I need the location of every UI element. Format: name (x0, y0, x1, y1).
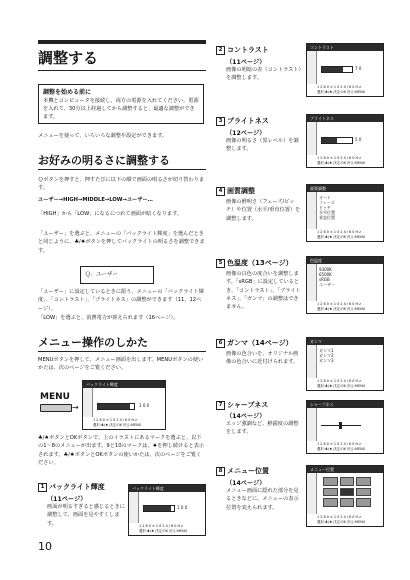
item-4-osd-option[interactable]: 垂直位置 (319, 215, 335, 220)
main-osd-header: バックライト輝度 (83, 381, 165, 388)
item-7-osd-slider-handle[interactable] (339, 422, 342, 429)
item-8-osd (306, 465, 384, 527)
item-4-osd-option[interactable]: フェーズ (319, 200, 335, 205)
menu-button-label: MENU (40, 392, 70, 402)
item-6-title (216, 338, 293, 348)
item-4-osd-icons (307, 192, 317, 229)
menu-section-p1: MENUボタンを押して、メニュー画面を出します。MENUボタンの使いかたは、次のページをご覧ください。 (38, 357, 204, 372)
item-6-number: 6 (216, 339, 225, 348)
position-cell[interactable] (323, 477, 338, 486)
intro-note-box (38, 84, 204, 124)
item-3-osd-controls: 選択:♣/♠ 決定:OK 戻る:MENU (317, 161, 366, 166)
item-5-osd-list (319, 267, 335, 287)
item-6-osd-option[interactable]: ガンマ2 (319, 353, 334, 358)
item-6-title-text: ガンマ (227, 339, 248, 347)
item-4-osd-header: 画質調整 (307, 185, 383, 192)
item-4-osd-option[interactable]: ピッチ (319, 205, 331, 210)
position-cell[interactable] (356, 488, 371, 497)
item-1-osd-footer (139, 524, 203, 534)
main-osd-value: 1 0 0 (139, 403, 150, 408)
menu-section-p2: ♣/♠ボタンとOKボタンで、上のイラストにあるマークを選ぶと、以下の1～8のメニューが出ます。9と10のマークは、♠を押し続けると表示されます。♣/♠ボタンとOKボタンの使いかたは、次のページをご覧ください。 (38, 435, 204, 466)
item-4-osd-footer (317, 230, 381, 240)
item-1-osd-bar (143, 505, 175, 512)
item-8-osd-icons (307, 473, 317, 514)
item-6-osd-icons (307, 345, 317, 378)
item-7-osd-icons (307, 408, 317, 441)
item-8-osd-resolution: 1 2 8 0 × 1 0 2 4 / 6 0 H z (317, 515, 361, 520)
item-5-page: （13ページ） (248, 259, 293, 267)
item-1-title (38, 482, 105, 492)
main-osd-resolution: 1 2 8 0 × 1 0 2 4 / 6 0 H z (93, 418, 137, 423)
item-3-osd-footer (317, 156, 381, 166)
item-5-title-text: 色温度 (227, 259, 248, 267)
item-5-osd (306, 256, 384, 314)
item-1-title-text: バックライト輝度 (49, 483, 105, 491)
item-5-osd-icons (307, 264, 317, 301)
brightness-display-text: Ｑ：ユーザー (85, 272, 119, 278)
item-2-number: 2 (216, 46, 225, 55)
item-5-osd-header: 色温度 (307, 257, 383, 264)
brightness-heading-rule (38, 169, 206, 170)
item-5-number: 5 (216, 259, 225, 268)
main-osd-icon-column (83, 388, 93, 417)
intro-note-heading: 調整を始める前に (43, 89, 92, 96)
item-1-page: （11ページ） (47, 496, 87, 503)
item-1-osd-icons (129, 492, 139, 523)
intro-text: メニューを使って、いろいろな調整や設定ができます。 (38, 133, 168, 139)
page-number: 10 (38, 540, 52, 553)
item-5-desc: 画像の白色の度合いを調整します。「sRGB」に設定しているとき、「コントラスト」、「ブライトネス」、「ガンマ」の調整はできません。 (226, 271, 301, 311)
item-4-osd-resolution: 1 2 8 0 × 1 0 2 4 / 6 0 H z (317, 230, 361, 235)
item-1-osd-resolution: 1 2 8 0 × 1 0 2 4 / 6 0 H z (139, 524, 183, 529)
position-cell[interactable] (340, 488, 355, 497)
item-7-number: 7 (216, 401, 225, 410)
item-1-osd (128, 484, 206, 536)
item-7-desc: エッジ強調など、鮮鋭度の調整をします。 (226, 421, 299, 436)
item-4-osd (306, 184, 384, 242)
item-3-osd-value: 5 0 (355, 137, 362, 142)
item-6-osd-controls: 選択:♣/♠ 決定:OK 戻る:MENU (317, 384, 366, 389)
item-3-osd (306, 114, 384, 168)
position-cell[interactable] (340, 498, 355, 507)
item-6-osd-option[interactable]: ガンマ1 (319, 348, 334, 353)
item-1-osd-value: 1 0 0 (177, 505, 188, 510)
item-6-desc: 画像の色合いを、オリジナル画像の色合いに近付けられます。 (226, 351, 299, 366)
item-7-title-text: シャープネス (227, 401, 269, 409)
item-2-page: （11ページ） (226, 59, 266, 66)
item-6-osd-option[interactable]: ガンマ3 (319, 358, 334, 363)
item-8-page: （14ページ） (226, 480, 266, 487)
main-menu-osd (82, 380, 166, 430)
item-5-osd-option[interactable]: 6500K (319, 272, 332, 277)
item-3-osd-bar (321, 137, 353, 144)
brightness-p4: 「ユーザー」に設定しているときに限り、メニューの「バックライト輝度」、「コントラスト」、「ブライトネス」の調整ができます（11、12ページ）。 (38, 289, 204, 312)
item-8-desc: メニュー画面に隠れた部分を見るときなどに、メニューの表示位置を変えられます。 (226, 488, 299, 511)
position-cell[interactable] (323, 498, 338, 507)
item-2-desc: 画像の明暗の差（コントラスト）を調整します。 (226, 67, 302, 82)
main-osd-bar (97, 403, 135, 410)
item-8-osd-position-grid (323, 477, 371, 507)
item-8-osd-header: メニュー位置 (307, 466, 383, 473)
main-osd-footer (93, 418, 163, 428)
brightness-display-box (80, 266, 154, 284)
item-5-osd-option[interactable]: ユーザー (319, 282, 335, 287)
item-7-osd-footer (317, 442, 381, 452)
item-6-osd-header: ガンマ (307, 338, 383, 345)
position-cell[interactable] (340, 477, 355, 486)
item-1-desc: 画面が明るすぎると感じるときに調整して、画面を見やすくします。 (47, 504, 125, 527)
position-cell[interactable] (323, 488, 338, 497)
title-rule (38, 70, 206, 71)
item-2-title (216, 45, 269, 55)
item-6-osd-resolution: 1 2 8 0 × 1 0 2 4 / 6 0 H z (317, 379, 361, 384)
brightness-heading: お好みの明るさに調整する (38, 154, 170, 167)
item-4-osd-option[interactable]: オート (319, 195, 331, 200)
item-1-osd-controls: 選択:♣/♠ 決定:OK 戻る:MENU (139, 529, 188, 534)
brightness-p5: 「LOW」を選ぶと、消費電力が抑えられます（16ページ）。 (38, 315, 179, 321)
item-3-osd-header: ブライトネス (307, 115, 383, 122)
item-4-title (216, 186, 255, 196)
brightness-p3: 「ユーザー」を選ぶと、メニューの「バックライト輝度」を選んだときと同じように、♣/♠ボタンを押してバックライトの明るさを調整できます。 (38, 231, 205, 254)
item-4-osd-list (319, 195, 335, 220)
item-2-osd-resolution: 1 2 8 0 × 1 0 2 4 / 6 0 H z (317, 85, 361, 90)
item-7-page: （14ページ） (226, 413, 266, 420)
item-7-title (216, 400, 268, 410)
item-8-number: 8 (216, 467, 225, 476)
item-2-title-text: コントラスト (227, 46, 269, 54)
item-2-osd-value: 7 0 (355, 66, 362, 71)
item-6-osd-list (319, 348, 334, 363)
item-3-title (216, 116, 269, 126)
arrow-right-icon: → (72, 403, 79, 412)
item-7-osd-resolution: 1 2 8 0 × 1 0 2 4 / 6 0 H z (317, 442, 361, 447)
main-osd-controls: 選択:♣/♠ 決定:OK 戻る:MENU (93, 423, 142, 428)
item-2-osd (306, 43, 384, 97)
menu-section-heading-rule (38, 351, 206, 352)
item-4-number: 4 (216, 187, 225, 196)
item-7-osd-header: シャープネス (307, 401, 383, 408)
intro-note-body: 本機とコンピュータを接続し、両方の電源を入れてください。電源を入れて、30分以上経過してから調整すると、最適な調整ができます。 (43, 98, 199, 120)
item-4-osd-controls: 選択:♣/♠ 決定:OK 戻る:MENU (317, 235, 366, 240)
item-8-title (216, 466, 269, 476)
item-3-number: 3 (216, 117, 225, 126)
item-5-osd-footer (317, 302, 381, 312)
item-8-osd-controls: 選択:♣/♠ 決定:OK 戻る:MENU (317, 520, 366, 525)
menu-section-heading: メニュー操作のしかた (38, 336, 148, 349)
page-title: 調整する (38, 49, 99, 67)
item-2-osd-icons (307, 51, 317, 84)
item-6-osd (306, 337, 384, 391)
brightness-p2: 「HIGH」から「LOW」になるにつれて画面が暗くなります。 (38, 211, 183, 217)
item-7-osd (306, 400, 384, 454)
item-2-osd-footer (317, 85, 381, 95)
item-8-title-text: メニュー位置 (227, 467, 269, 475)
item-5-osd-option[interactable]: sRGB (319, 277, 330, 282)
item-4-osd-option[interactable]: 水平位置 (319, 210, 335, 215)
brightness-sequence: ユーザー→HIGH→MIDDLE→LOW→ユーザー… (38, 197, 153, 203)
item-1-number: 1 (38, 483, 47, 492)
menu-button[interactable] (40, 404, 72, 412)
item-1-osd-header: バックライト輝度 (129, 485, 205, 492)
position-cell[interactable] (356, 498, 371, 507)
item-5-osd-option[interactable]: 9300K (319, 267, 332, 272)
brightness-p1: Ｑボタンを押すと、押すたびに以下の順で画面の明るさが切り替わります。 (38, 177, 205, 192)
item-4-title-text: 画質調整 (227, 187, 255, 195)
item-2-osd-controls: 選択:♣/♠ 決定:OK 戻る:MENU (317, 90, 366, 95)
title-top-bar (38, 40, 206, 44)
item-7-osd-controls: 選択:♣/♠ 決定:OK 戻る:MENU (317, 447, 366, 452)
item-6-page: （14ページ） (248, 339, 293, 347)
item-5-osd-resolution: 1 2 8 0 × 1 0 2 4 / 6 0 H z (317, 302, 361, 307)
item-6-osd-footer (317, 379, 381, 389)
item-8-osd-footer (317, 515, 381, 525)
item-5-title (216, 258, 293, 268)
item-2-osd-bar (321, 66, 353, 73)
item-5-osd-controls: 選択:♣/♠ 決定:OK 戻る:MENU (317, 307, 366, 312)
item-3-desc: 画像の明るさ（黒レベル）を調整します。 (226, 138, 299, 153)
item-2-osd-header: コントラスト (307, 44, 383, 51)
item-3-osd-icons (307, 122, 317, 155)
position-cell[interactable] (356, 477, 371, 486)
item-3-osd-resolution: 1 2 8 0 × 1 0 2 4 / 6 0 H z (317, 156, 361, 161)
item-4-desc: 画像の鮮明さ（フェーズ/ピッチ）や位置（水平/垂直位置）を調整します。 (226, 199, 301, 222)
item-3-title-text: ブライトネス (227, 117, 269, 125)
item-3-page: （12ページ） (226, 130, 266, 137)
